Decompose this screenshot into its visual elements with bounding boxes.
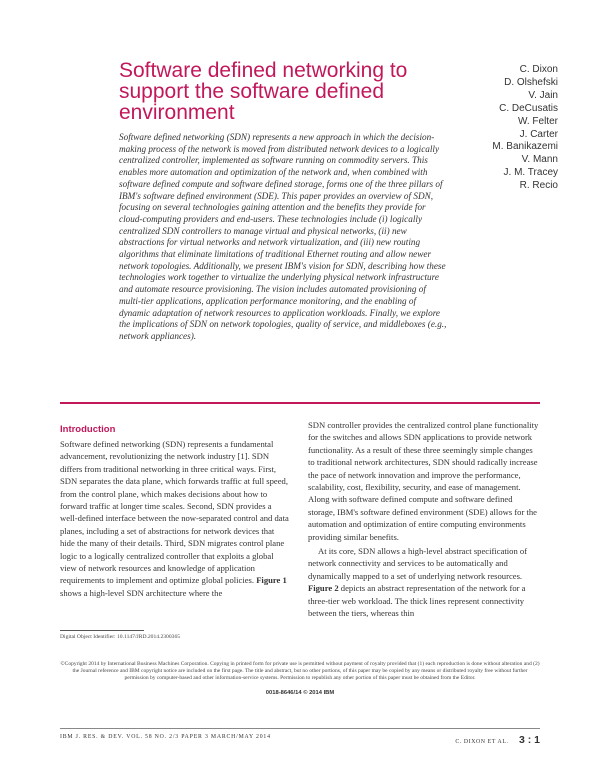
author: R. Recio	[519, 180, 558, 192]
intro-paragraph-text: Software defined networking (SDN) represents a fundamental advancement, revolutionizing the network industry [1]. SDN differs from traditional networking in three critical ways. First, SDN separates the data plane, which forwards traffic at full speed, from the control plane, which makes decisions about how to forward traffic at longer time scales. Second, SDN provides a well-defined interface between the now-separated control and data planes, including a set of abstractions for network devices that hide the many of their details. Third, SDN migrates control plane logic to a logically centralized controller that exploits a global view of network resources and knowledge of application requirements to implement and optimize global policies.	[60, 439, 289, 586]
abstract: Software defined networking (SDN) represents a new approach in which the decision-making process of the network is moved from distributed network devices to a logically centralized controller, implemented as software running on commodity servers. This enables more automation and optimization of the network and, when combined with software defined compute and software defined storage, forms one of the three pillars of IBM's software defined environment (SDE). This paper provides an overview of SDN, focusing on several technologies gaining attention and the benefits they provide for cloud-computing providers and end-users. These technologies include (i) logically centralized SDN controllers to manage virtual and physical networks, (ii) new abstractions for virtual networks and network virtualization, and (iii) new routing algorithms that eliminate limitations of traditional Ethernet routing and allow newer network topologies. Additionally, we present IBM's vision for SDN, describing how these technologies work together to virtualize the underlying physical network infrastructure and automate resource provisioning. The vision includes automated provisioning of multi-tier applications, application performance monitoring, and the enabling of dynamic adaptation of network resources to application workloads. Finally, we explore the implications of SDN on network topologies, quality of service, and middleboxes (e.g., network appliances).	[119, 132, 447, 341]
left-column	[60, 424, 291, 599]
author: J. M. Tracey	[503, 167, 558, 179]
author: C. Dixon	[519, 64, 558, 75]
sdn-core-paragraph	[308, 545, 540, 619]
author: W. Felter	[517, 115, 558, 127]
right-column	[308, 419, 540, 620]
author: C. DeCusatis	[499, 102, 558, 114]
doi-footnote: Digital Object Identifier: 10.1147/JRD.2014.2300365	[60, 634, 181, 640]
sdn-core-text: At its core, SDN allows a high-level abstract specification of network connectivity and services to be automatically and dynamically mapped to a set of underlying network resources.	[308, 546, 528, 581]
journal-citation: IBM J. RES. & DEV. VOL. 58 NO. 2/3 PAPER 3 MARCH/MAY 2014	[60, 734, 271, 740]
page-number: 3 : 1	[518, 734, 540, 746]
author: V. Jain	[528, 89, 558, 101]
figure-2-reference[interactable]: Figure 2	[308, 583, 339, 594]
introduction-heading: Introduction	[60, 424, 116, 435]
copyright-notice: ©Copyright 2014 by International Business Machines Corporation. Copying in printed form for private use is permitted without payment of royalty provided that (1) each reproduction is done without alteration and (2) the Journal reference and IBM copyright notice are included on the first page. The title and abstract, but no other portions, of this paper may be copied by any means or distributed royalty free without further permission by computer-based and other information-service systems. Permission to republish any other portion of this paper must be obtained from the Editor.	[60, 661, 540, 682]
sdn-core-tail: depicts an abstract representation of the network for a three-tier web workload. The thick lines represent connectivity between the tiers, whereas thin	[308, 583, 526, 619]
paper-title: Software defined networking to support the software defined environment	[119, 59, 408, 124]
running-footer	[455, 730, 540, 748]
intro-paragraph	[60, 438, 291, 599]
section-divider	[60, 402, 540, 404]
figure-1-reference[interactable]: Figure 1	[256, 575, 287, 586]
intro-paragraph-continued: SDN controller provides the centralized control plane functionality for the switches and allows SDN applications to provide network functionality. As a result of these three seemingly simple changes to traditional network architectures, SDN should radically increase the pace of network innovation and improve the performance, scalability, cost, flexibility, security, and ease of management. Along with software defined compute and software defined storage, IBM's software defined environment (SDE) allows for the automation and optimization of entire computing environments providing similar benefits.	[308, 420, 539, 542]
footer-authors: C. DIXON ET AL.	[455, 739, 509, 745]
author: J. Carter	[519, 128, 558, 140]
author: D. Olshefski	[504, 76, 558, 88]
intro-paragraph-tail: shows a high-level SDN architecture where the	[60, 587, 223, 598]
author-list	[448, 64, 558, 193]
author: M. Banikazemi	[492, 141, 558, 153]
footnote-divider	[60, 630, 144, 631]
author: V. Mann	[521, 154, 558, 166]
footer-divider	[60, 728, 540, 729]
issn-line: 0018-8646/14 © 2014 IBM	[265, 690, 335, 696]
